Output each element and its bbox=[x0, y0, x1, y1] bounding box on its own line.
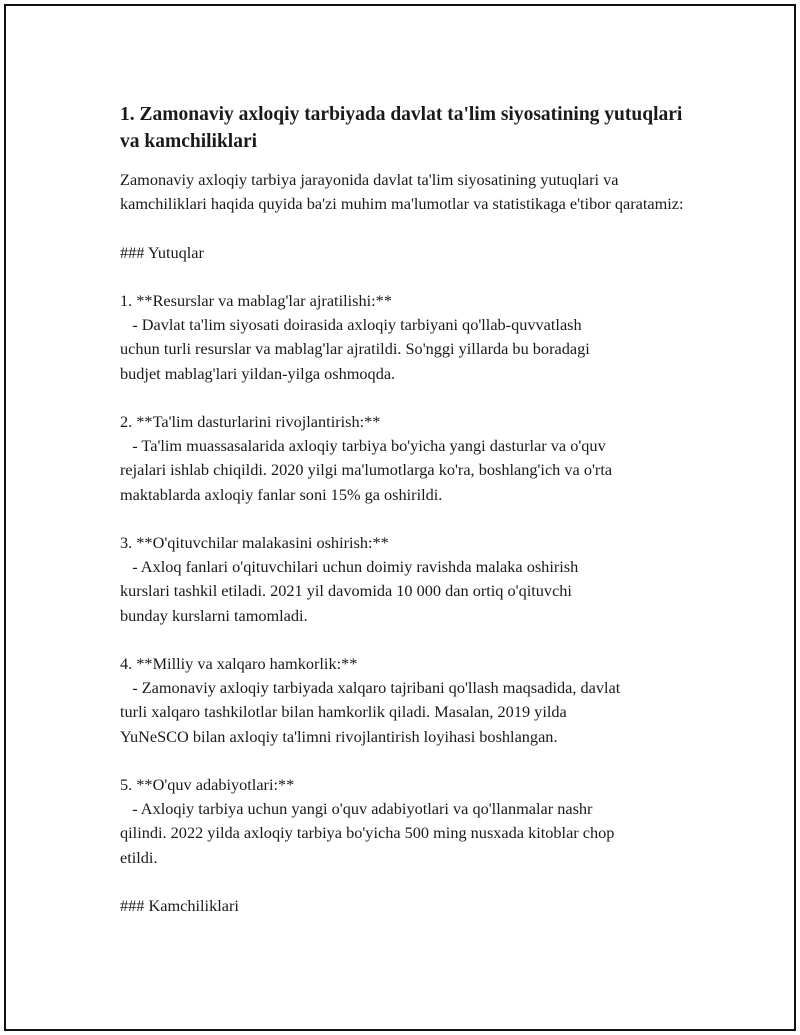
item-5-heading: 5. **O'quv adabiyotlari:** bbox=[120, 775, 295, 795]
item-1-heading: 1. **Resurslar va mablag'lar ajratilishi:** bbox=[120, 291, 392, 311]
item-2-line-1: - Ta'lim muassasalarida axloqiy tarbiya bo'yicha yangi dasturlar va o'quv bbox=[120, 436, 606, 456]
item-4-line-2: turli xalqaro tashkilotlar bilan hamkorlik qiladi. Masalan, 2019 yilda bbox=[120, 702, 567, 722]
item-4-line-1: - Zamonaviy axloqiy tarbiyada xalqaro tajribani qo'llash maqsadida, davlat bbox=[120, 678, 621, 698]
section-heading-kamchiliklar: ### Kamchiliklari bbox=[120, 896, 239, 916]
item-2-heading: 2. **Ta'lim dasturlarini rivojlantirish:** bbox=[120, 412, 381, 432]
item-3-line-3: bunday kurslarni tamomladi. bbox=[120, 605, 308, 625]
item-2-line-2: rejalari ishlab chiqildi. 2020 yilgi ma'lumotlarga ko'ra, boshlang'ich va o'rta bbox=[120, 460, 613, 480]
document-title: 1. Zamonaviy axloqiy tarbiyada davlat ta'lim siyosatining yutuqlari va kamchiliklari bbox=[120, 104, 683, 152]
item-1-line-3: budjet mablag'lari yildan-yilga oshmoqda. bbox=[120, 363, 396, 383]
item-5-line-2: qilindi. 2022 yilda axloqiy tarbiya bo'yicha 500 ming nusxada kitoblar chop bbox=[120, 823, 615, 843]
document-body bbox=[120, 168, 700, 918]
item-4-line-3: YuNeSCO bilan axloqiy ta'limni rivojlantirish loyihasi boshlangan. bbox=[120, 726, 558, 746]
item-2-line-3: maktablarda axloqiy fanlar soni 15% ga oshirildi. bbox=[120, 484, 443, 504]
document-content bbox=[120, 101, 700, 918]
item-4-heading: 4. **Milliy va xalqaro hamkorlik:** bbox=[120, 654, 358, 674]
item-1-line-1: - Davlat ta'lim siyosati doirasida axloqiy tarbiyani qo'llab-quvvatlash bbox=[120, 315, 582, 335]
document-page bbox=[4, 4, 796, 1031]
item-3-line-2: kurslari tashkil etiladi. 2021 yil davomida 10 000 dan ortiq o'qituvchi bbox=[120, 581, 572, 601]
item-3-heading: 3. **O'qituvchilar malakasini oshirish:** bbox=[120, 533, 389, 553]
item-5-line-3: etildi. bbox=[120, 847, 158, 867]
intro-paragraph: Zamonaviy axloqiy tarbiya jarayonida davlat ta'lim siyosatining yutuqlari va kamchiliklari haqida quyida ba'zi muhim ma'lumotlar va statistikaga e'tibor qaratamiz: bbox=[120, 170, 684, 214]
item-5-line-1: - Axloqiy tarbiya uchun yangi o'quv adabiyotlari va qo'llanmalar nashr bbox=[120, 799, 593, 819]
item-1-line-2: uchun turli resurslar va mablag'lar ajratildi. So'nggi yillarda bu boradagi bbox=[120, 339, 590, 359]
item-3-line-1: - Axloq fanlari o'qituvchilari uchun doimiy ravishda malaka oshirish bbox=[120, 557, 579, 577]
section-heading-yutuqlar: ### Yutuqlar bbox=[120, 242, 204, 262]
